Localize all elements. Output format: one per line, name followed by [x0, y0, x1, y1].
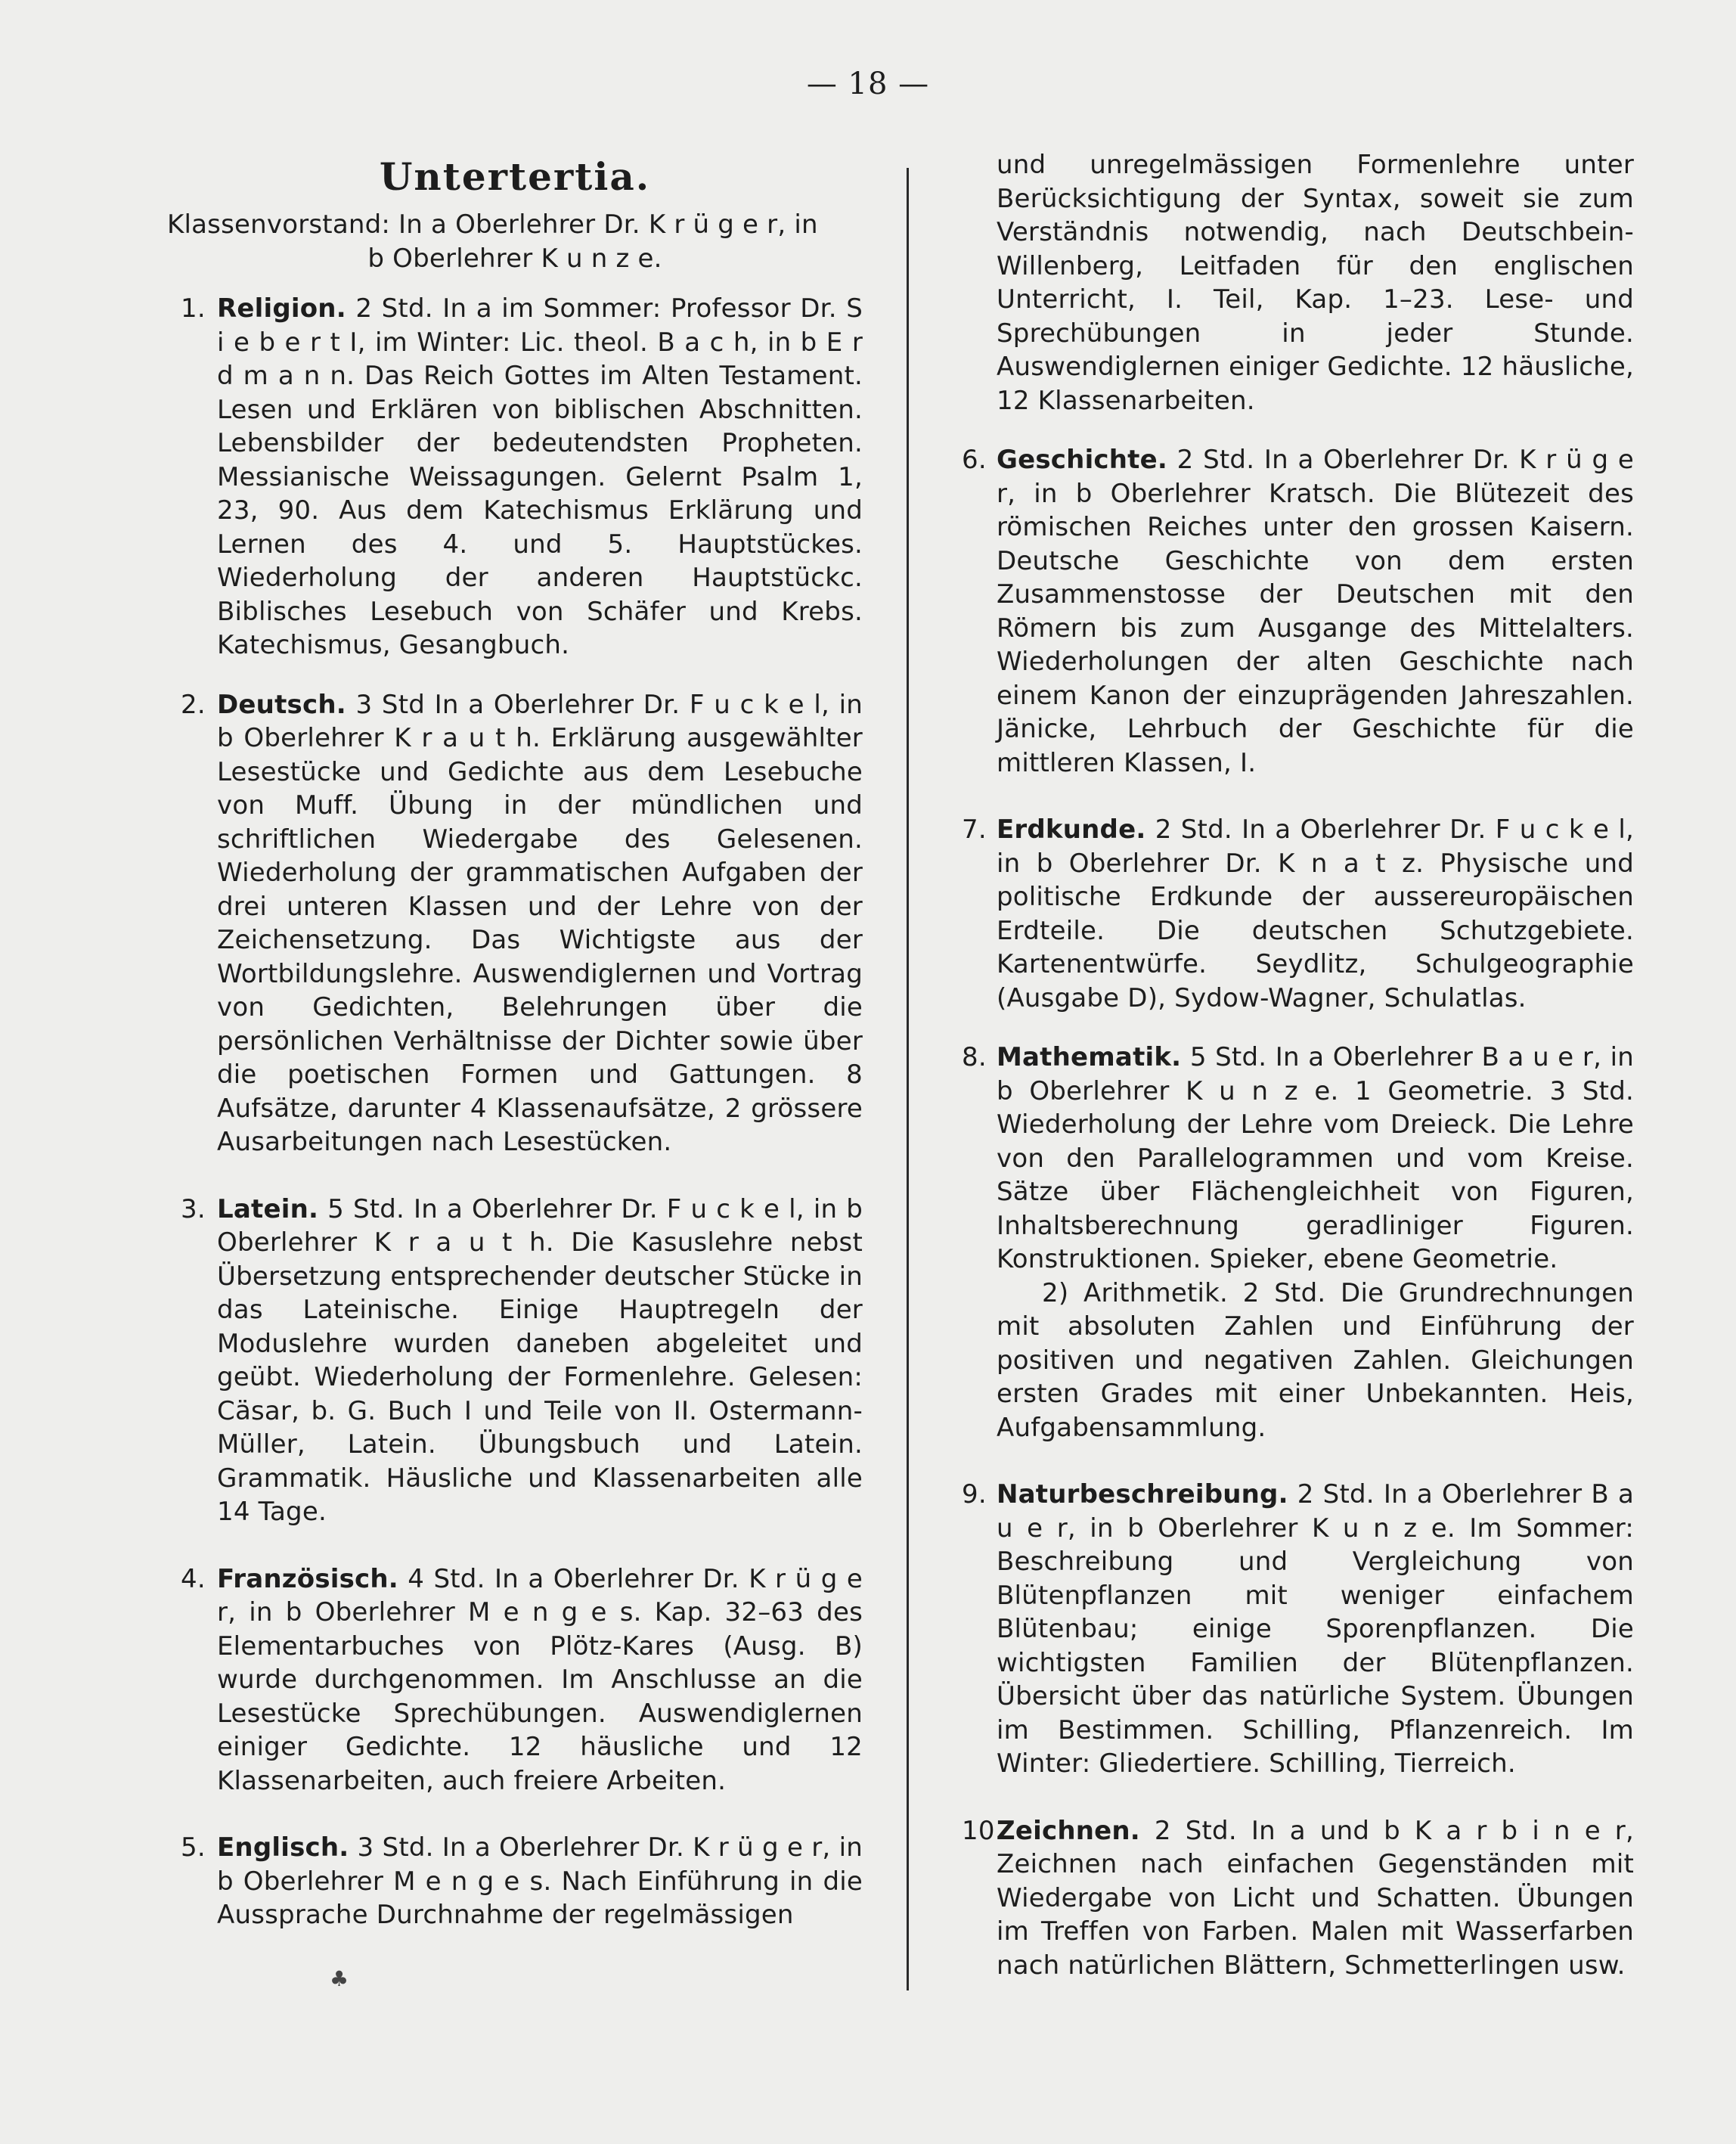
item-text: 2 Std. In a und b K a r b i n e r, Zeichnen nach einfachen Gegenständen mit Wiedergabe von Licht und Schatten. Übungen im Treffen von Farben. Malen mit Wasserfarben nach natürlichen Blättern, Schmetterlingen usw. — [997, 1815, 1634, 1981]
item-number: 5. — [181, 1832, 206, 1863]
subject-heading: Geschichte. — [997, 445, 1168, 475]
column-divider — [907, 168, 909, 1990]
englisch-continuation: und unregelmässigen Formenlehre unter Berücksichtigung der Syntax, soweit sie zum Verständnis notwendig, nach Deutschbein-Willenberg, Leitfaden für den englischen Unterricht, I. Teil, Kap. 1–23. Lese- und Sprechübungen in jeder Stunde. Auswendiglernen einiger Gedichte. 12 häusliche, 12 Klassenarbeiten. — [997, 150, 1634, 416]
subject-heading: Deutsch. — [217, 689, 346, 720]
subject-heading: Latein. — [217, 1193, 319, 1224]
subject-heading: Zeichnen. — [997, 1815, 1140, 1846]
ink-blot-icon: ♣ — [330, 1966, 349, 1991]
mathematik-arithmetik — [997, 1277, 1634, 1445]
subject-heading: Naturbeschreibung. — [997, 1479, 1288, 1509]
item-number: 1. — [181, 293, 206, 324]
subject-item-religion — [167, 292, 863, 662]
subject-item-geschichte — [962, 443, 1634, 780]
item-text: 2 Std. In a Oberlehrer B a u e r, in b Oberlehrer K u n z e. Im Sommer: Beschreibung und Vergleichung von Blütenpflanzen mit weniger einfachem Blütenbau; einige Sporenpflanzen. Die wichtigsten Familien der Blütenpflanzen. Übersicht über das natürliche System. Übungen im Bestimmen. Schilling, Pflanzenreich. Im Winter: Gliedertiere. Schilling, Tierreich. — [997, 1479, 1634, 1779]
item-number: 7. — [962, 814, 987, 845]
section-title: Untertertia. — [379, 154, 651, 199]
subject-heading: Mathematik. — [997, 1042, 1182, 1072]
item-number: 6. — [962, 445, 987, 475]
item-text: 3 Std. In a Oberlehrer Dr. K r ü g e r, in b Oberlehrer M e n g e s. Nach Einführung in die Aussprache Durchnahme der regelmässigen — [217, 1832, 863, 1930]
subject-item-deutsch — [167, 688, 863, 1159]
subject-item-franzoesisch — [167, 1562, 863, 1798]
subject-item-erdkunde — [962, 813, 1634, 1015]
item-number: 8. — [962, 1042, 987, 1072]
subject-item-latein — [167, 1193, 863, 1529]
item-text: 2 Std. In a im Sommer: Professor Dr. S i e b e r t I, im Winter: Lic. theol. B a c h, in b E r d m a n n. Das Reich Gottes im Alten Testament. Lesen und Erklären von biblischen Abschnitten. Lebensbilder der bedeutendsten Propheten. Messianische Weissagungen. Gelernt Psalm 1, 23, 90. Aus dem Katechismus Erklärung und Lernen des 4. und 5. Hauptstückes. Wiederholung der anderen Hauptstückc. Biblisches Lesebuch von Schäfer und Krebs. Katechismus, Gesangbuch. — [217, 293, 863, 660]
item-number: 2. — [181, 689, 206, 720]
item-text: 2 Std. In a Oberlehrer Dr. F u c k e l, in b Oberlehrer Dr. K n a t z. Physische und politische Erdkunde der aussereuropäischen Erdteile. Die deutschen Schutzgebiete. Kartenentwürfe. Seydlitz, Schulgeographie (Ausgabe D), Sydow-Wagner, Schulatlas. — [997, 814, 1634, 1013]
subject-heading: Religion. — [217, 293, 346, 324]
item-number: 9. — [962, 1479, 987, 1509]
item-text: 5 Std. In a Oberlehrer Dr. F u c k e l, in b Oberlehrer K r a u t h. Die Kasuslehre nebst Übersetzung entsprechender deutscher Stücke in das Lateinische. Einige Hauptregeln der Moduslehre wurden daneben abgeleitet und geübt. Wiederholung der Formenlehre. Gelesen: Cäsar, b. G. Buch I und Teile von II. Ostermann-Müller, Latein. Übungsbuch und Latein. Grammatik. Häusliche und Klassenarbeiten alle 14 Tage. — [217, 1193, 863, 1527]
subject-heading: Erdkunde. — [997, 814, 1146, 845]
class-teacher-line: Klassenvorstand: In a Oberlehrer Dr. K r ü g e r, in — [167, 209, 818, 240]
left-column — [167, 151, 863, 1932]
class-teacher-line: b Oberlehrer K u n z e. — [367, 243, 662, 274]
item-number: 4. — [181, 1563, 206, 1594]
right-column — [962, 148, 1634, 1982]
item-text: 5 Std. In a Oberlehrer B a u e r, in b Oberlehrer K u n z e. 1 Geometrie. 3 Std. Wiederholung der Lehre vom Dreieck. Die Lehre von den Parallelogrammen und vom Kreise. Sätze über Flächengleichheit von Figuren, Inhaltsberechnung geradliniger Figuren. Konstruktionen. Spieker, ebene Geometrie. — [997, 1042, 1634, 1274]
item-text: 2) Arithmetik. 2 Std. Die Grundrechnungen mit absoluten Zahlen und Einführung der positiven und negativen Zahlen. Gleichungen ersten Grades mit einer Unbekannten. Heis, Aufgabensammlung. — [997, 1277, 1634, 1443]
item-number: 3. — [181, 1193, 206, 1224]
subject-heading: Englisch. — [217, 1832, 349, 1863]
item-text: 2 Std. In a Oberlehrer Dr. K r ü g e r, in b Oberlehrer Kratsch. Die Blütezeit des römischen Reiches unter den grossen Kaisern. Deutsche Geschichte von dem ersten Zusammenstosse der Deutschen mit den Römern bis zum Ausgange des Mittelalters. Wiederholungen der alten Geschichte nach einem Kanon der einzuprägenden Jahreszahlen. Jänicke, Lehrbuch der Geschichte für die mittleren Klassen, I. — [997, 445, 1634, 778]
item-text: 4 Std. In a Oberlehrer Dr. K r ü g e r, in b Oberlehrer M e n g e s. Kap. 32–63 des Elementarbuches von Plötz-Kares (Ausg. B) wurde durchgenommen. Im Anschlusse an die Lesestücke Sprechübungen. Auswendiglernen einiger Gedichte. 12 häusliche und 12 Klassenarbeiten, auch freiere Arbeiten. — [217, 1563, 863, 1796]
item-text: 3 Std In a Oberlehrer Dr. F u c k e l, in b Oberlehrer K r a u t h. Erklärung ausgewählter Lesestücke und Gedichte aus dem Lesebuche von Muff. Übung in der mündlichen und schriftlichen Wiedergabe des Gelesenen. Wiederholung der grammatischen Aufgaben der drei unteren Klassen und der Lehre von der Zeichensetzung. Das Wichtigste aus der Wortbildungslehre. Auswendiglernen und Vortrag von Gedichten, Belehrungen über die persönlichen Verhältnisse der Dichter sowie über die poetischen Formen und Gattungen. 8 Aufsätze, darunter 4 Klassenaufsätze, 2 grössere Ausarbeitungen nach Lesestücken. — [217, 689, 863, 1157]
subject-item-englisch — [167, 1831, 863, 1932]
subject-heading: Französisch. — [217, 1563, 398, 1594]
subject-item-zeichnen — [962, 1814, 1634, 1983]
item-number: 10. — [962, 1815, 1003, 1846]
subject-item-naturbeschreibung — [962, 1478, 1634, 1781]
subject-item-mathematik — [962, 1041, 1634, 1277]
page-number: — 18 — — [806, 67, 930, 101]
